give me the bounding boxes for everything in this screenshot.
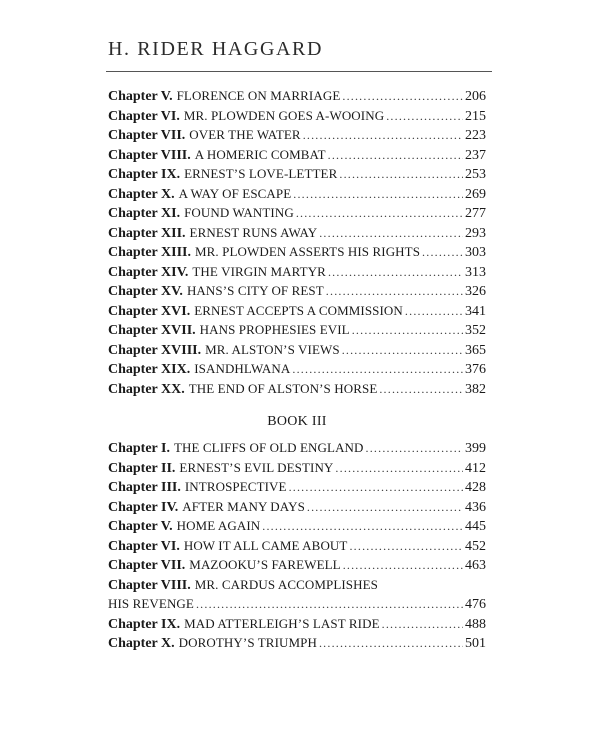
toc-entry: [108, 536, 486, 556]
chapter-number: Chapter XI.: [108, 206, 181, 221]
chapter-title: HANS’S CITY OF REST: [186, 283, 324, 298]
toc-entry: [108, 477, 486, 497]
toc-entry: [108, 438, 486, 458]
toc-entry: [108, 379, 486, 399]
chapter-title: ERNEST RUNS AWAY: [189, 224, 318, 240]
running-head: H. RIDER HAGGARD: [108, 38, 324, 60]
page-number: 341: [465, 303, 486, 319]
chapter-number: Chapter VII.: [108, 558, 186, 573]
dot-leader: [342, 87, 463, 107]
chapter-number: Chapter IV.: [108, 499, 179, 515]
page-number: 463: [465, 558, 486, 573]
dot-leader: [382, 615, 463, 635]
dot-leader: [326, 282, 463, 302]
page-number: 237: [465, 147, 486, 163]
dot-leader: [339, 165, 463, 185]
chapter-number: Chapter VI.: [108, 538, 180, 554]
chapter-title: OVER THE WATER: [189, 127, 301, 142]
dot-leader: [319, 224, 463, 244]
page-number: 412: [465, 460, 486, 476]
chapter-number: Chapter XX.: [108, 381, 185, 397]
chapter-number: Chapter XII.: [108, 225, 186, 241]
page-number: 303: [465, 245, 486, 260]
chapter-number: Chapter VII.: [108, 128, 186, 143]
toc-entry: [108, 301, 486, 321]
chapter-number: Chapter VIII.: [108, 577, 191, 593]
chapter-title: ISANDHLWANA: [194, 361, 291, 376]
chapter-number: Chapter XIV.: [108, 264, 189, 280]
dot-leader: [366, 439, 463, 459]
chapter-title: A HOMERIC COMBAT: [194, 146, 326, 162]
dot-leader: [405, 302, 463, 322]
dot-leader: [292, 360, 463, 380]
chapter-number: Chapter I.: [108, 441, 170, 456]
page-number: 253: [465, 167, 486, 182]
chapter-title: MR. PLOWDEN GOES A-WOOING: [183, 107, 385, 123]
chapter-title: THE END OF ALSTON’S HORSE: [188, 380, 378, 396]
toc-entry: [108, 633, 486, 653]
chapter-title: MR. CARDUS ACCOMPLISHES: [194, 576, 378, 592]
toc-entry: [108, 516, 486, 536]
chapter-number: Chapter XIX.: [108, 362, 191, 377]
page-number: 501: [465, 636, 486, 651]
toc-section-book-iii: [108, 438, 486, 653]
toc-entry: [108, 164, 486, 184]
toc-entry: [108, 262, 486, 282]
page-number: 452: [465, 538, 486, 554]
chapter-title: ERNEST’S LOVE-LETTER: [184, 166, 338, 181]
page-number: 352: [465, 323, 486, 338]
chapter-title: HOME AGAIN: [176, 518, 261, 533]
dot-leader: [262, 517, 463, 537]
dot-leader: [303, 126, 463, 146]
chapter-title: FLORENCE ON MARRIAGE: [176, 88, 341, 103]
toc-entry: [108, 359, 486, 379]
toc-entry: [108, 203, 486, 223]
page-number: 313: [465, 264, 486, 280]
chapter-title: A WAY OF ESCAPE: [178, 185, 292, 201]
toc-entry: [108, 320, 486, 340]
dot-leader: [319, 634, 463, 654]
header-rule: [106, 71, 492, 72]
chapter-number: Chapter X.: [108, 636, 175, 651]
chapter-title: THE VIRGIN MARTYR: [192, 263, 326, 279]
page-number: 223: [465, 128, 486, 143]
dot-leader: [293, 185, 463, 205]
toc-entry: [108, 125, 486, 145]
chapter-title: HOW IT ALL CAME ABOUT: [183, 537, 348, 553]
chapter-number: Chapter III.: [108, 480, 181, 495]
chapter-title: MR. PLOWDEN ASSERTS HIS RIGHTS: [194, 244, 421, 259]
toc-entry: [108, 555, 486, 575]
toc-entry: [108, 86, 486, 106]
page-number: 382: [465, 381, 486, 397]
page-number: 215: [465, 108, 486, 124]
chapter-number: Chapter XVI.: [108, 303, 191, 319]
toc-entry: [108, 594, 486, 614]
toc-entry: [108, 106, 486, 126]
toc-entry: [108, 184, 486, 204]
chapter-title: MAD ATTERLEIGH’S LAST RIDE: [184, 615, 380, 631]
dot-leader: [343, 556, 463, 576]
toc-entry: [108, 458, 486, 478]
chapter-number: Chapter VI.: [108, 108, 180, 124]
chapter-title: AFTER MANY DAYS: [182, 498, 305, 514]
chapter-number: Chapter XVIII.: [108, 342, 202, 358]
dot-leader: [342, 341, 463, 361]
toc-entry: [108, 575, 486, 595]
page-number: 365: [465, 342, 486, 358]
dot-leader: [196, 595, 463, 615]
dot-leader: [352, 321, 463, 341]
dot-leader: [307, 498, 463, 518]
toc-entry: [108, 497, 486, 517]
dot-leader: [422, 243, 463, 263]
page-number: 293: [465, 225, 486, 241]
chapter-number: Chapter VIII.: [108, 147, 191, 163]
table-of-contents: [108, 86, 486, 653]
dot-leader: [328, 263, 463, 283]
chapter-number: Chapter XVII.: [108, 323, 196, 338]
chapter-number: Chapter XV.: [108, 284, 183, 299]
chapter-title: FOUND WANTING: [184, 205, 294, 220]
chapter-number: Chapter II.: [108, 460, 176, 476]
dot-leader: [289, 478, 463, 498]
page-number: 476: [465, 597, 486, 612]
chapter-title: THE CLIFFS OF OLD ENGLAND: [173, 440, 364, 455]
toc-entry: [108, 145, 486, 165]
chapter-title: MR. ALSTON’S VIEWS: [205, 341, 340, 357]
chapter-title: INTROSPECTIVE: [184, 479, 287, 494]
page-number: 326: [465, 284, 486, 299]
page-number: 376: [465, 362, 486, 377]
dot-leader: [386, 107, 463, 127]
chapter-title: ERNEST ACCEPTS A COMMISSION: [194, 302, 403, 318]
dot-leader: [379, 380, 463, 400]
page-number: 206: [465, 89, 486, 104]
dot-leader: [335, 459, 463, 479]
dot-leader: [349, 537, 463, 557]
book-heading: BOOK III: [267, 414, 327, 429]
toc-entry: [108, 242, 486, 262]
chapter-title: DOROTHY’S TRIUMPH: [178, 635, 317, 650]
page-number: 277: [465, 206, 486, 221]
page-number: 445: [465, 519, 486, 534]
toc-entry: [108, 614, 486, 634]
chapter-title: ERNEST’S EVIL DESTINY: [179, 459, 334, 475]
toc-entry: [108, 281, 486, 301]
toc-entry: [108, 340, 486, 360]
page-number: 399: [465, 441, 486, 456]
chapter-number: Chapter XIII.: [108, 245, 191, 260]
chapter-number: Chapter IX.: [108, 616, 181, 632]
chapter-number: Chapter IX.: [108, 167, 181, 182]
chapter-title: HIS REVENGE: [108, 596, 194, 611]
toc-entry: [108, 223, 486, 243]
page-number: 436: [465, 499, 486, 515]
page-number: 269: [465, 186, 486, 202]
toc-section-book-ii-continued: [108, 86, 486, 398]
page-number: 488: [465, 616, 486, 632]
dot-leader: [296, 204, 463, 224]
chapter-number: Chapter V.: [108, 519, 173, 534]
chapter-title: HANS PROPHESIES EVIL: [199, 322, 350, 337]
page-number: 428: [465, 480, 486, 495]
chapter-number: Chapter V.: [108, 89, 173, 104]
dot-leader: [328, 146, 463, 166]
chapter-title: MAZOOKU’S FAREWELL: [189, 557, 341, 572]
chapter-number: Chapter X.: [108, 186, 175, 202]
